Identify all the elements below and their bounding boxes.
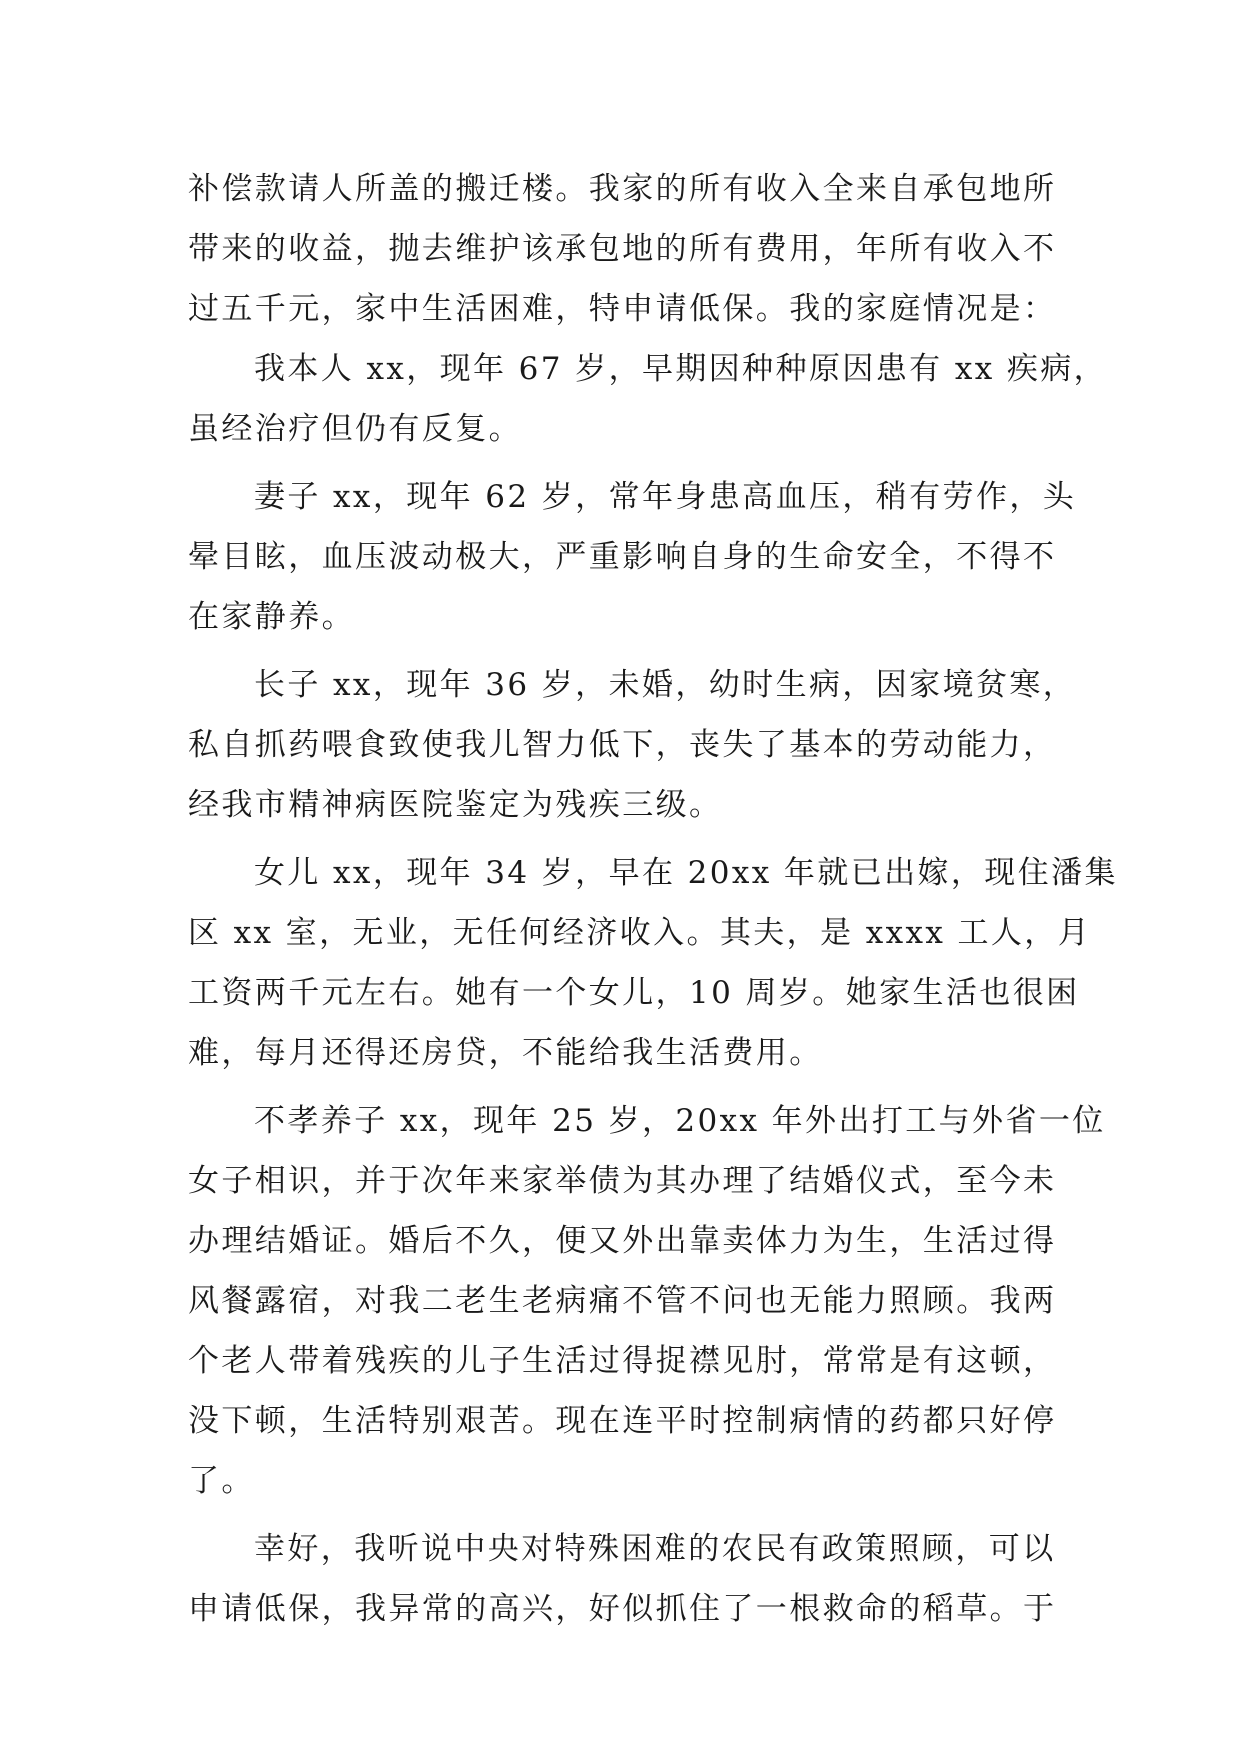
paragraph-adopted-son-line: 了。: [188, 1463, 255, 1499]
paragraph-self-line: 我本人 xx，现年 67 岁，早期因种种原因患有 xx 疾病，: [254, 351, 1108, 387]
paragraph-adopted-son-line: 不孝养子 xx，现年 25 岁，20xx 年外出打工与外省一位: [254, 1103, 1106, 1139]
text-line: 过五千元，家中生活困难，特申请低保。我的家庭情况是：: [188, 291, 1057, 327]
paragraph-son-line: 私自抓药喂食致使我儿智力低下，丧失了基本的劳动能力，: [188, 727, 1057, 763]
paragraph-wife-line: 妻子 xx，现年 62 岁，常年身患高血压，稍有劳作，头: [254, 479, 1077, 515]
paragraph-adopted-son-line: 办理结婚证。婚后不久，便又外出靠卖体力为生，生活过得: [188, 1223, 1057, 1259]
paragraph-daughter-line: 难，每月还得还房贷，不能给我生活费用。: [188, 1035, 823, 1071]
paragraph-policy-line: 申请低保，我异常的高兴，好似抓住了一根救命的稻草。于: [188, 1591, 1057, 1627]
paragraph-daughter-line: 区 xx 室，无业，无任何经济收入。其夫，是 xxxx 工人，月: [188, 915, 1092, 951]
paragraph-adopted-son-line: 个老人带着残疾的儿子生活过得捉襟见肘，常常是有这顿，: [188, 1343, 1057, 1379]
text-line: 补偿款请人所盖的搬迁楼。我家的所有收入全来自承包地所: [188, 171, 1057, 207]
paragraph-daughter-line: 工资两千元左右。她有一个女儿，10 周岁。她家生活也很困: [188, 975, 1080, 1011]
paragraph-adopted-son-line: 没下顿，生活特别艰苦。现在连平时控制病情的药都只好停: [188, 1403, 1057, 1439]
paragraph-wife-line: 在家静养。: [188, 599, 355, 635]
paragraph-adopted-son-line: 女子相识，并于次年来家举债为其办理了结婚仪式，至今未: [188, 1163, 1057, 1199]
text-line: 带来的收益，抛去维护该承包地的所有费用，年所有收入不: [188, 231, 1057, 267]
paragraph-son-line: 长子 xx，现年 36 岁，未婚，幼时生病，因家境贫寒，: [254, 667, 1077, 703]
paragraph-policy-line: 幸好，我听说中央对特殊困难的农民有政策照顾，可以: [254, 1531, 1056, 1567]
paragraph-adopted-son-line: 风餐露宿，对我二老生老病痛不管不问也无能力照顾。我两: [188, 1283, 1057, 1319]
paragraph-son-line: 经我市精神病医院鉴定为残疾三级。: [188, 787, 723, 823]
paragraph-wife-line: 晕目眩，血压波动极大，严重影响自身的生命安全，不得不: [188, 539, 1057, 575]
paragraph-self-line: 虽经治疗但仍有反复。: [188, 411, 522, 447]
paragraph-daughter-line: 女儿 xx，现年 34 岁，早在 20xx 年就已出嫁，现住潘集: [254, 855, 1118, 891]
document-body: [188, 159, 1118, 1639]
